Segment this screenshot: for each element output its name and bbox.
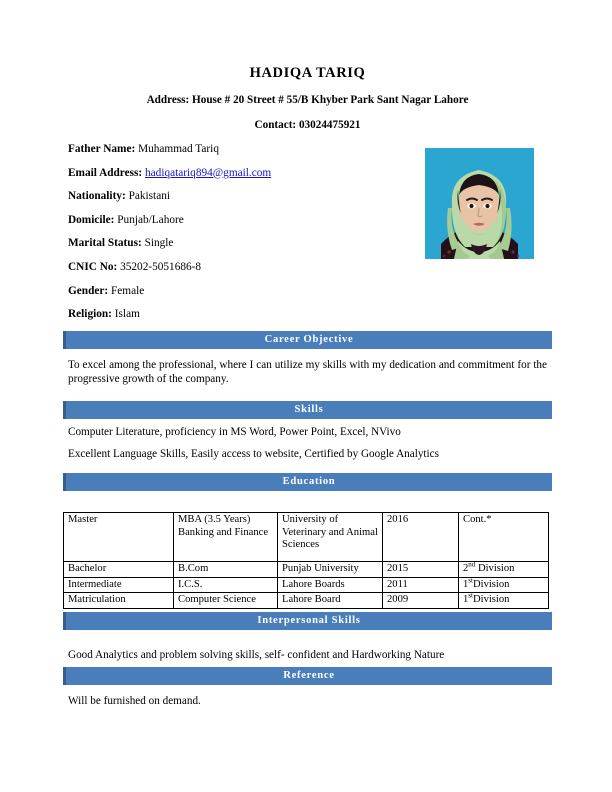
section-header-education: Education: [63, 473, 552, 491]
result-suffix: Division: [472, 594, 510, 606]
detail-label: Domicile:: [68, 213, 115, 226]
cell-degree: MBA (3.5 Years) Banking and Finance: [174, 513, 278, 562]
cell-degree: B.Com: [174, 562, 278, 578]
section-header-reference: Reference: [63, 667, 552, 685]
table-row: [64, 513, 549, 562]
cell-result: [459, 577, 549, 593]
detail-row-nationality: [68, 190, 408, 203]
document-header: [63, 64, 552, 133]
detail-row-domicile: [68, 214, 408, 227]
cell-level: Matriculation: [64, 593, 174, 609]
table-row: [64, 562, 549, 578]
personal-details-block: [68, 143, 408, 332]
education-table: [63, 512, 549, 609]
section-header-career-objective: Career Objective: [63, 331, 552, 349]
detail-value: Female: [111, 284, 145, 297]
cell-institution: University of Veterinary and Animal Sciences: [278, 513, 383, 562]
candidate-photo: [425, 148, 534, 259]
result-suffix: Division: [475, 563, 515, 574]
cell-institution: Lahore Boards: [278, 577, 383, 593]
detail-value: Pakistani: [128, 190, 170, 203]
detail-row-father-name: [68, 143, 408, 156]
result-suffix: Division: [472, 578, 510, 590]
address-line: Address: House # 20 Street # 55/B Khyber Park Sant Nagar Lahore: [146, 94, 469, 106]
section-header-skills: Skills: [63, 401, 552, 419]
cell-level: Bachelor: [64, 562, 174, 578]
cell-institution: Lahore Board: [278, 593, 383, 609]
education-table-wrap: [63, 512, 548, 609]
career-objective-text: To excel among the professional, where I can utilize my skills with my dedication and commitment for the progressive growth of the company.: [68, 359, 547, 386]
cell-level: Intermediate: [64, 577, 174, 593]
cell-result: [459, 593, 549, 609]
cell-level: Master: [64, 513, 174, 562]
candidate-name: HADIQA TARIQ: [249, 65, 366, 81]
detail-value: Single: [144, 237, 174, 250]
detail-row-email-address: [68, 167, 408, 180]
email-link[interactable]: hadiqatariq894@gmail.com: [145, 166, 272, 179]
result-ordinal-suffix: nd: [468, 560, 476, 569]
detail-row-religion: [68, 308, 408, 321]
detail-value: 35202-5051686-8: [120, 260, 202, 273]
result-prefix: 1: [463, 594, 469, 606]
cell-result: Cont.*: [459, 513, 549, 562]
cell-year: 2015: [383, 562, 459, 578]
table-row: [64, 593, 549, 609]
cell-degree: Computer Science: [174, 593, 278, 609]
detail-value: Islam: [114, 308, 140, 321]
cell-year: 2009: [383, 593, 459, 609]
cell-degree: I.C.S.: [174, 577, 278, 593]
interpersonal-skills-text: Good Analytics and problem solving skills, self- confident and Hardworking Nature: [68, 649, 445, 661]
skills-line-2: Excellent Language Skills, Easily access to website, Certified by Google Analytics: [68, 448, 439, 460]
detail-label: Gender:: [68, 284, 109, 297]
contact-line: Contact: 03024475921: [254, 119, 361, 131]
detail-value: Punjab/Lahore: [117, 213, 184, 226]
cell-year: 2011: [383, 577, 459, 593]
detail-label: Religion:: [68, 308, 112, 321]
result-prefix: 2: [463, 563, 469, 574]
detail-label: Father Name:: [68, 143, 136, 155]
detail-label: Marital Status:: [68, 237, 142, 250]
result-ordinal-suffix: st: [468, 576, 473, 585]
photo-illustration: [425, 148, 534, 259]
result-ordinal-suffix: st: [468, 591, 473, 600]
detail-row-gender: [68, 285, 408, 298]
result-prefix: 1: [463, 578, 469, 590]
cell-year: 2016: [383, 513, 459, 562]
detail-label: Email Address:: [68, 166, 143, 179]
reference-text: Will be furnished on demand.: [68, 695, 201, 707]
detail-label: Nationality:: [68, 190, 126, 203]
skills-line-1: Computer Literature, proficiency in MS Word, Power Point, Excel, NVivo: [68, 426, 401, 438]
detail-value: Muhammad Tariq: [138, 143, 219, 155]
section-header-interpersonal-skills: Interpersonal Skills: [63, 612, 552, 630]
detail-row-cnic-no: [68, 261, 408, 274]
detail-label: CNIC No:: [68, 260, 118, 273]
cell-institution: Punjab University: [278, 562, 383, 578]
table-row: [64, 577, 549, 593]
detail-row-marital-status: [68, 237, 408, 250]
cell-result: [459, 562, 549, 578]
